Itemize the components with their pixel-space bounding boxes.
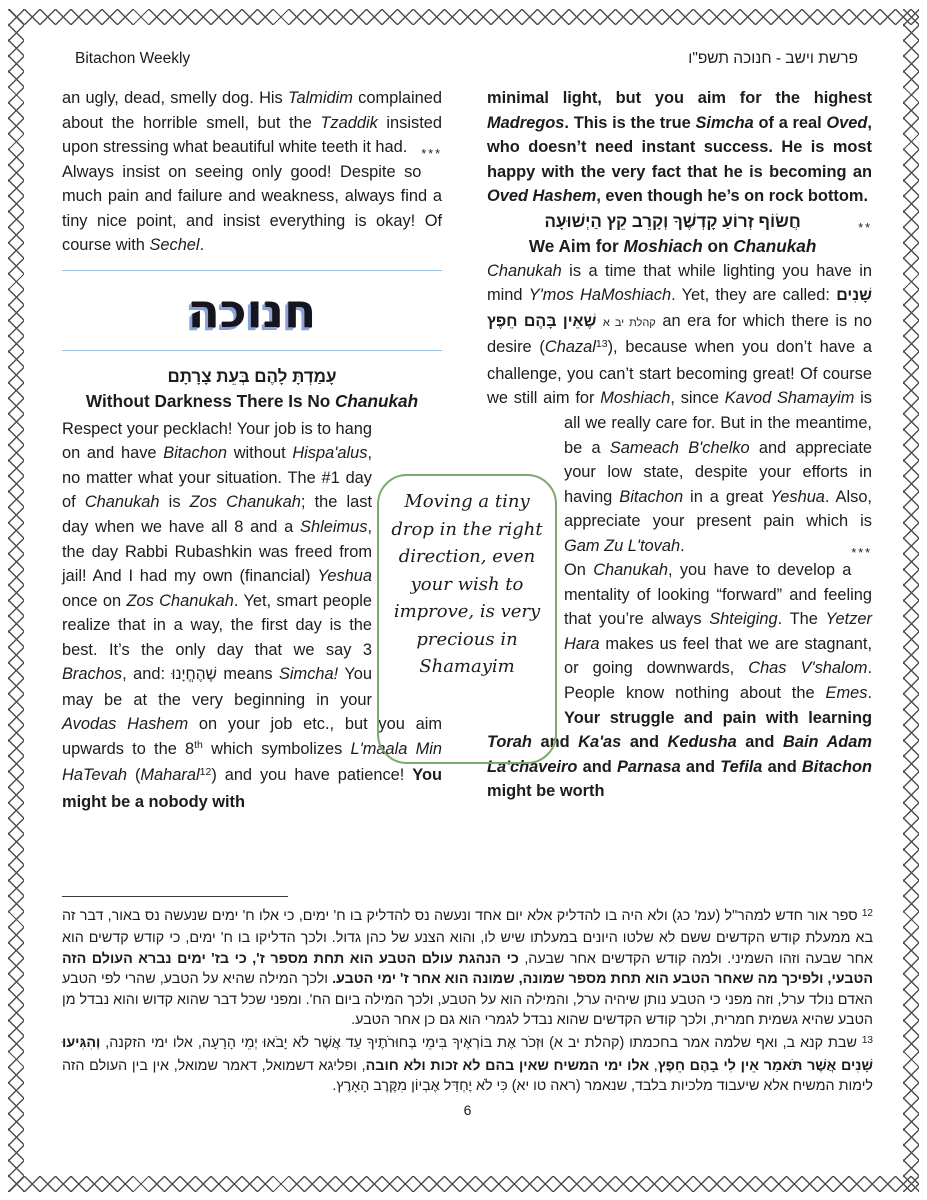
footnote-divider bbox=[62, 896, 288, 897]
decorative-border-bottom bbox=[8, 1176, 919, 1192]
callout-box bbox=[377, 474, 557, 764]
footnotes-section bbox=[62, 896, 873, 1118]
paragraph-text: on and have Bitachon without Hispa'alus, no matter what your situation. The #1 day of Chanukah is Zos Chanukah; the last day when we have all 8 and a Shleimus, the day Rabbi Rubashkin was freed from jail! And I had my own (financial) Yeshua once on Zos Chanukah. Yet, smart people realize that in a way, the first day is the best. It’s the only day that we say 3 Brachos, and: שֶׁהֶחֱיָנוּ means Simcha! You may be at the very beginning in your Avodas Hashem on your job etc., but you aim upwards to the 8th which symbolizes L'maala Min HaTevah (Maharal$^{12}$) and you have patience! You might be a nobody with bbox=[62, 444, 443, 812]
decorative-border-left bbox=[8, 9, 24, 1192]
newsletter-title: Bitachon Weekly bbox=[75, 50, 191, 67]
paragraph-text: meantime, be a Sameach B'chelko and appreciate your low state, despite your efforts in having Bitachon in a great Yeshua. Also, appreciate your present pain which is Gam Zu L'tovah. bbox=[564, 414, 872, 555]
asterisk-separator: ** bbox=[858, 220, 872, 235]
hebrew-subtitle: עָמַדְתָּ לָהֶם בְּעֵת צָרָתָם bbox=[167, 366, 337, 386]
footnote-13: $^{13}$ שבת קנא ב, ואף שלמה אמר בחכמתו (קהלת יב א) וּזְכֹר אֶת בּוֹרְאֶיךָ בִּימֵי בְּחוּרֹתֶיךָ עַד אֲשֶׁר לֹא יָבֹאוּ יְמֵי הָרָעָה, אלו ימי הזקנה, וְהִגִּיעוּ שָׁנִים אֲשֶׁר תֹּאמַר אֵין לִי בָהֶם חֵפֶץ, אלו ימי המשיח שאין בהם לא זכות ולא חובה, ופליגא דשמואל, דאמר שמואל, אין בין העולם הזה לימות המשיח אלא שיעבוד מלכיות בלבד, שנאמר (ראה טו יא) כִּי לֹא יֶחְדַּל אֶבְיוֹן מִקֶּרֶב הָאָרֶץ. bbox=[62, 1035, 873, 1095]
section-divider-line bbox=[62, 270, 442, 271]
footnote-12: $^{12}$ ספר אור חדש למהר"ל (עמ' כג) ולא היה בו להדליק אלא יום אחד ונעשה נס להדליק בו ח' ימים, כי אלו ח' ימים שנעשה נס באור, דבר זה בא ממעלת קודש הקדשים ששם לא שלטו היונים במעלתו שיש לו, והוא הצנע של כהן גדול. ולכך הדליקו בו ח' ימים, כי קודש קדשים הוא אחר שבעה וזהו השמיני. ולמה קודש הקדשים אחר שבעה, כי הנהגת עולם הטבע הוא תחת מספר ז', כי בז' ימים נברא העולם הזה הטבעי, ולפיכך מה שאחר הטבע הוא תחת מספר שמונה, שמונה הוא אחר ז' ימי הטבע. ולכך המילה שהיא על הטבע, שהרי לפי הטבע האדם נולד ערל, וזה מפני כי הטבע נותן שיהיה ערל, והמילה הוא על הטבע, ולכך המילה ביום הח'. ומפני שכל דבר שהוא קדוש והוא נבדל מן הטבע שהיא גשמית חמרית, ולכך קודש הקדשים שהוא נבדל לגמרי הוא גם כן אחר הטבע. bbox=[62, 908, 873, 1029]
hebrew-heading: חֲשׂוֹף זְרוֹעַ קָדְשֶׁךָ וְקָרֵב קֵץ הַיְשׁוּעָה bbox=[544, 211, 801, 231]
asterisk-separator: *** bbox=[421, 147, 442, 162]
parsha-date-title: פרשת וישב - חנוכה תשפ"ו bbox=[688, 50, 858, 67]
section-divider-line bbox=[62, 350, 442, 351]
decorative-border-right bbox=[903, 9, 919, 1192]
callout-text: Moving a tiny drop in the right direction, even your wish to improve, is very precious in Shamayim bbox=[391, 491, 543, 677]
paragraph-text: Respect your pecklach! Your job is to hang bbox=[62, 419, 372, 438]
paragraph-text: minimal light, but you aim for the highest Madregos. This is the true Simcha of a real Oved, who doesn’t need instant success. He is most happy with the very fact that he is becoming an Oved Hashem, even though he’s on rock bottom. bbox=[487, 89, 872, 206]
paragraph-text: Chanukah is a time that while lighting you have in mind Y'mos HaMoshiach. Yet, they are called: שָׁנִים שֶׁאֵין בָּהֶם חֵפֶץ קהלת יב א an era for which there is no desire (Chazal$^{13}$), because when you don’t have a challenge, you can’t start becoming great! Of course we still aim for Moshiach, since Kavod Shamayim is all we really care for. But in the bbox=[487, 261, 872, 433]
decorative-border-top bbox=[8, 9, 919, 25]
body-paragraph: On Chanukah, you have to develop a mentality of looking “forward” and feeling that you’re always Shteiging. The Yetzer Hara makes us feel that we are stagnant, or going downwards, Chas V'shalom. People know nothing about the Emes. Your struggle and pain with learning Torah and Ka'as and Kedusha and Bain Adam La'chaveiro and Parnasa and Tefila and Bitachon might be worth bbox=[487, 561, 873, 801]
chanukah-section-title: חנוכה bbox=[187, 283, 317, 339]
section-heading: We Aim for Moshiach on Chanukah bbox=[528, 235, 817, 256]
page-number: 6 bbox=[463, 1101, 472, 1118]
body-paragraph bbox=[62, 86, 442, 160]
section-subtitle: Without Darkness There Is No Chanukah bbox=[85, 390, 419, 411]
paragraph-text: an ugly, dead, smelly dog. His Talmidim complained about the horrible smell, but the Tzaddik insisted upon stressing what beautiful white teeth it had. bbox=[62, 89, 442, 157]
body-paragraph: Always insist on seeing only good! Despite so much pain and failure and weakness, always find a tiny nice point, and insist everything is okay! Of course with Sechel. bbox=[62, 162, 442, 255]
asterisk-separator: *** bbox=[851, 545, 872, 560]
